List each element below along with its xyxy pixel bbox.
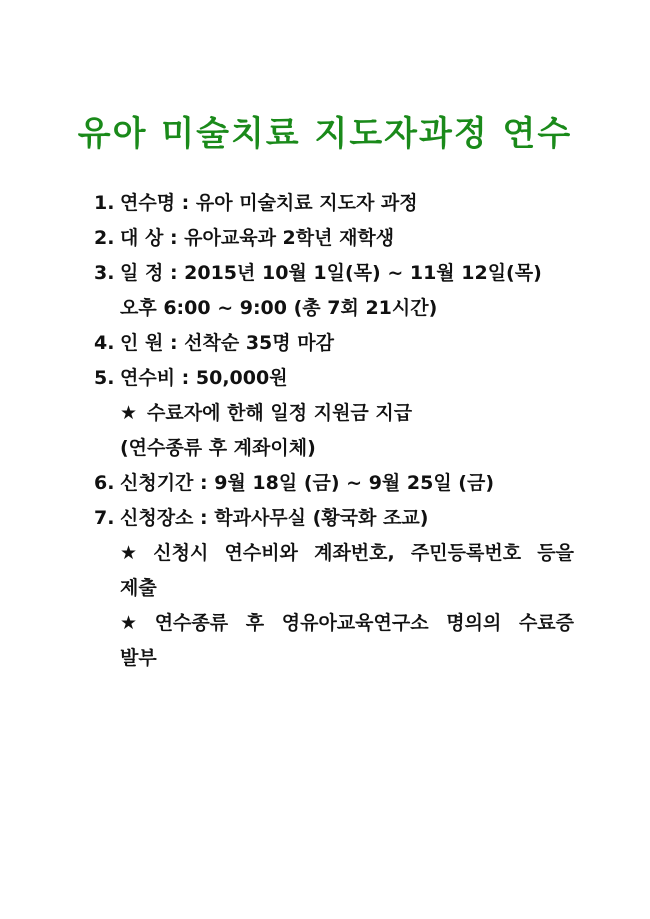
list-item-capacity xyxy=(94,326,574,361)
note-word: 연수종류 xyxy=(154,612,229,634)
item-text: 신청기간 : 9월 18일 (금) ~ 9월 25일 (금) xyxy=(120,472,495,494)
schedule-time: 오후 6:00 ~ 9:00 (총 7회 21시간) xyxy=(120,297,438,319)
list-item-application-place xyxy=(94,501,574,536)
item-number: 7. xyxy=(94,507,115,529)
fee-note-detail: (연수종류 후 계좌이체) xyxy=(120,437,316,459)
note-word: 등을 xyxy=(537,542,574,564)
list-item-course-name xyxy=(94,186,574,221)
item-number: 4. xyxy=(94,332,115,354)
item-text: 일 정 : 2015년 10월 1일(목) ~ 11월 12일(목) xyxy=(120,262,542,284)
item-number: 3. xyxy=(94,262,115,284)
application-note-2 xyxy=(94,606,574,641)
item-text: 대 상 : 유아교육과 2학년 재학생 xyxy=(120,227,395,249)
note-word: 계좌번호, xyxy=(314,542,395,564)
list-item-target xyxy=(94,221,574,256)
note-word: 주민등록번호 xyxy=(410,542,522,564)
application-note-1 xyxy=(94,536,574,571)
note-word: 수료증 xyxy=(518,612,574,634)
star-icon: ★ xyxy=(120,612,138,634)
note-word: 영유아교육연구소 xyxy=(281,612,429,634)
item-number: 5. xyxy=(94,367,115,389)
item-text: 인 원 : 선착순 35명 마감 xyxy=(120,332,334,354)
item-text: 연수명 : 유아 미술치료 지도자 과정 xyxy=(120,192,418,214)
document-body xyxy=(94,186,574,676)
document-title: 유아 미술치료 지도자과정 연수 xyxy=(77,114,573,154)
application-note-2-continued: 발부 xyxy=(120,647,157,669)
fee-note-text: 수료자에 한해 일정 지원금 지급 xyxy=(147,402,413,424)
item-text: 연수비 : 50,000원 xyxy=(120,367,288,389)
note-word: 신청시 xyxy=(153,542,209,564)
item-text: 신청장소 : 학과사무실 (황국화 조교) xyxy=(120,507,429,529)
list-item-schedule xyxy=(94,256,574,291)
star-icon: ★ xyxy=(120,542,138,564)
note-word: 연수비와 xyxy=(224,542,298,564)
list-item-fee xyxy=(94,361,574,396)
star-icon: ★ xyxy=(120,402,138,424)
note-word: 후 xyxy=(245,612,265,634)
fee-note xyxy=(94,396,574,431)
list-item-application-period xyxy=(94,466,574,501)
item-number: 6. xyxy=(94,472,115,494)
item-number: 2. xyxy=(94,227,115,249)
application-note-1-continued: 제출 xyxy=(120,577,157,599)
item-number: 1. xyxy=(94,192,115,214)
note-word: 명의의 xyxy=(446,612,502,634)
